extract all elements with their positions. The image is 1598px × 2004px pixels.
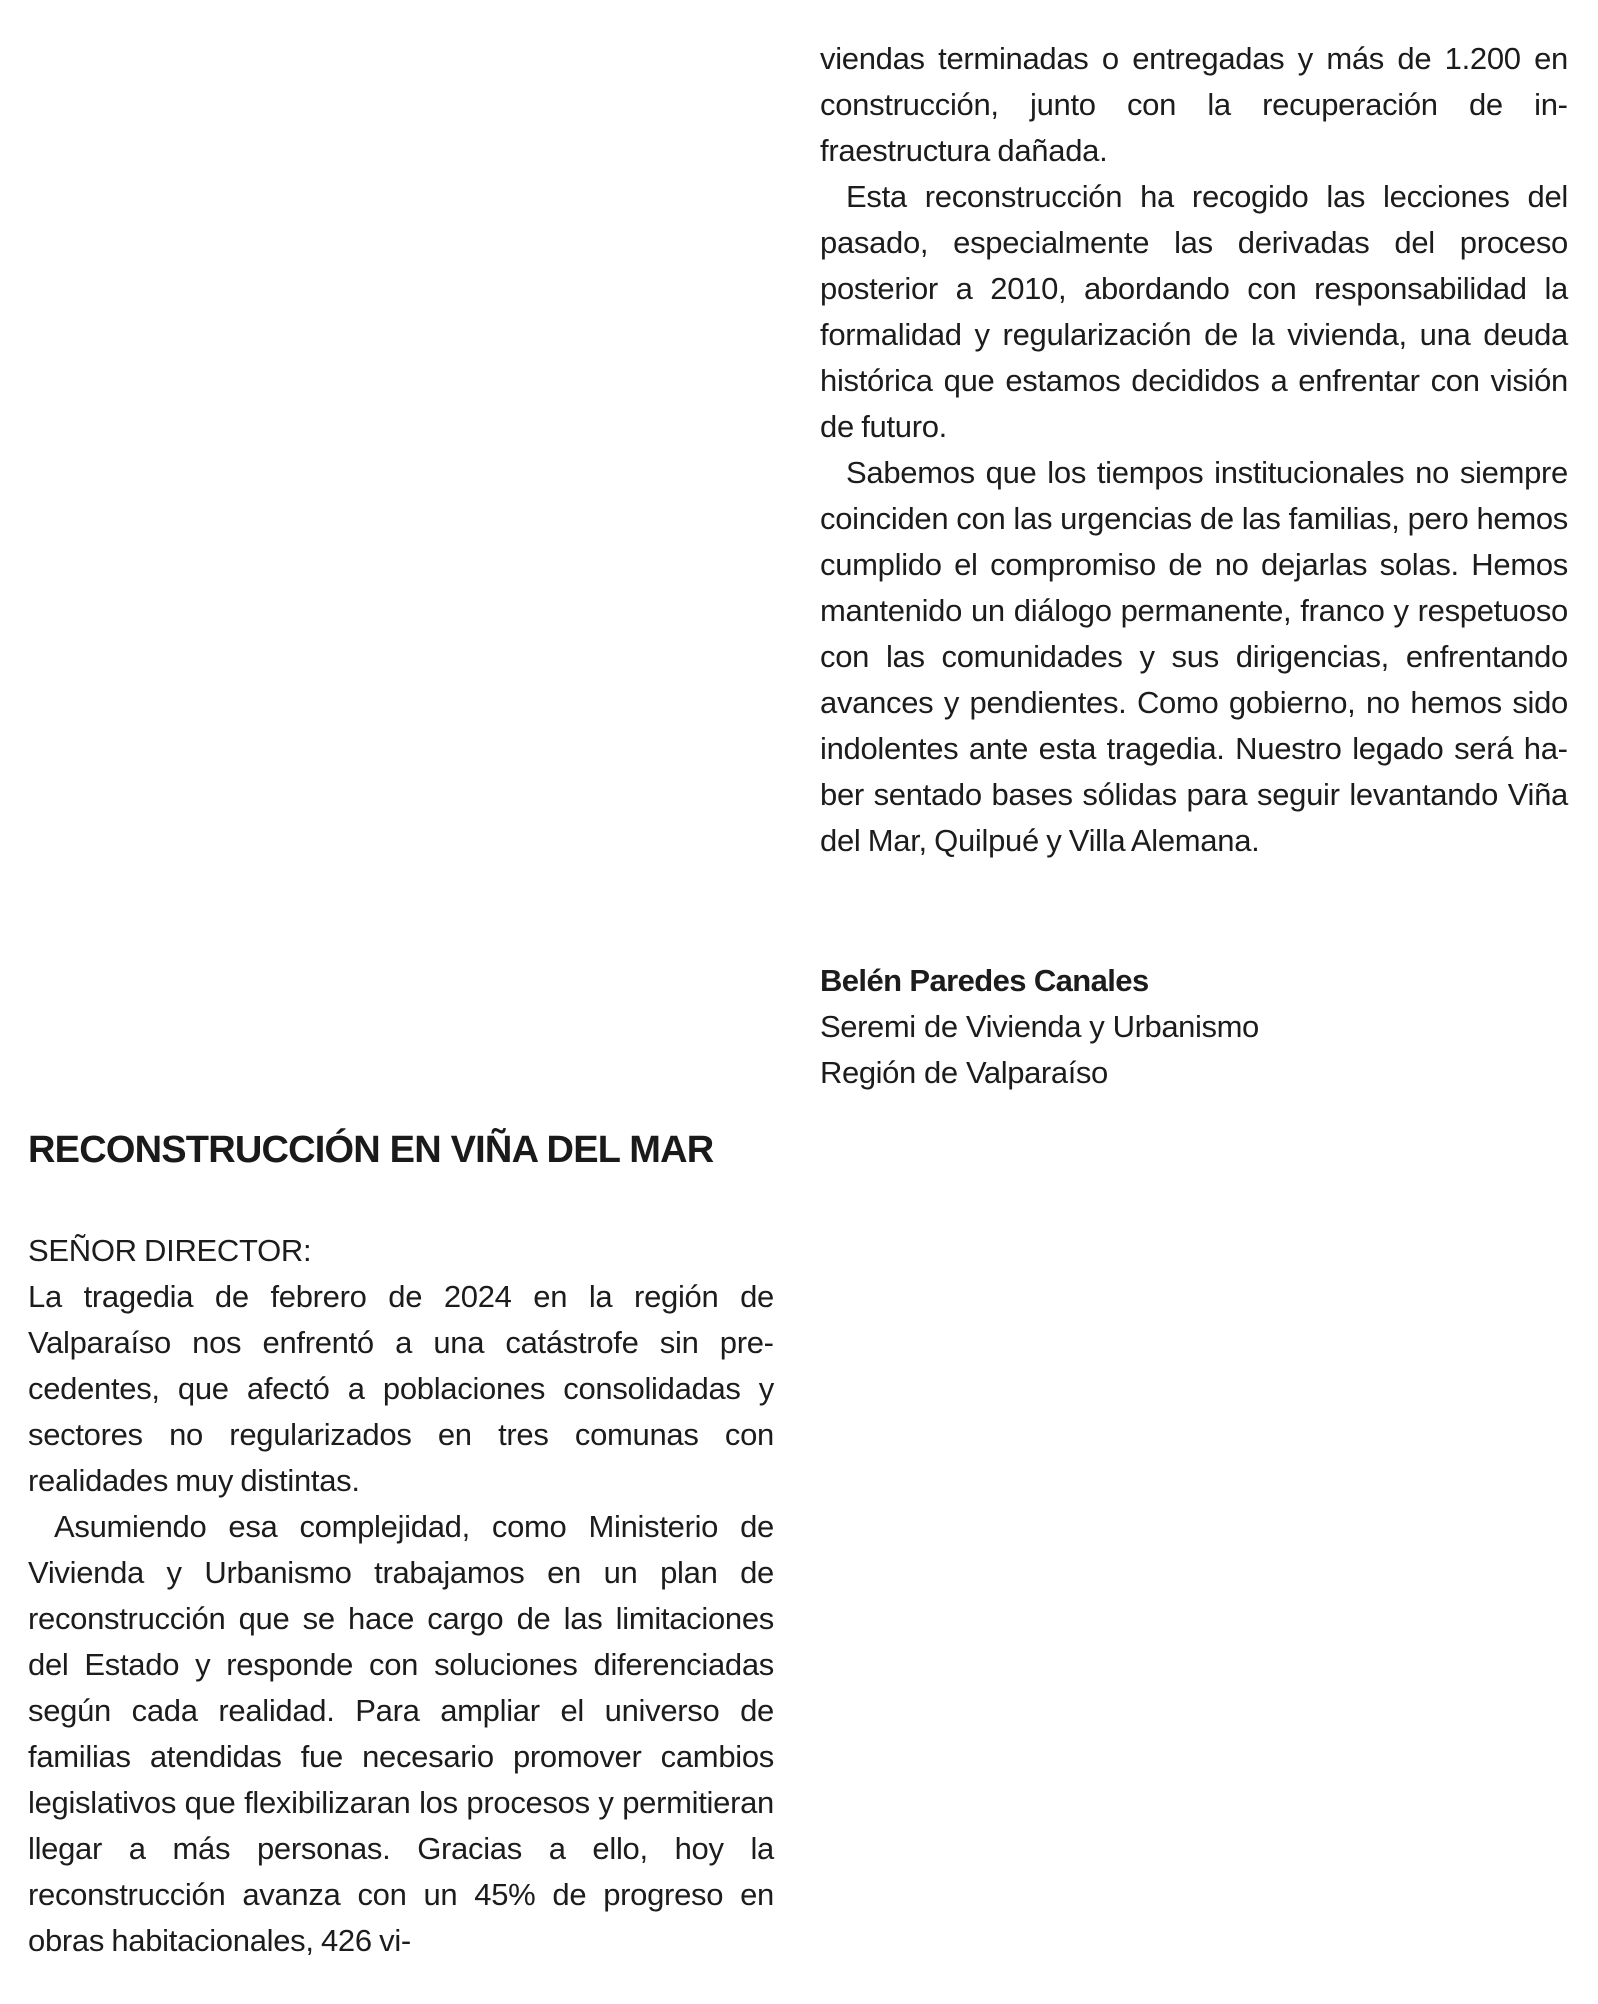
- signature-role: Seremi de Vivienda y Urbanismo: [820, 1009, 1259, 1044]
- letter-left-column: [28, 1228, 774, 1964]
- letter-paragraph-1: La tragedia de febrero de 2024 en la región de Valparaíso nos enfrentó a una catástrofe sin precedentes, que afectó a poblaciones consolidadas y sectores no regularizados en tres comunas con realidades muy distintas.: [28, 1279, 774, 1498]
- letter-signature: [820, 958, 1568, 1096]
- signature-name: Belén Paredes Canales: [820, 963, 1149, 998]
- letter-headline: RECONSTRUCCIÓN EN VIÑA DEL MAR: [28, 1129, 714, 1171]
- letter-paragraph-3: Esta reconstrucción ha recogido las lecciones del pasado, especialmente las derivadas del proceso posterior a 2010, abordando con responsabilidad la formalidad y regularización de la vivienda, una deuda histórica que estamos decididos a enfrentar con visión de futuro.: [820, 179, 1568, 444]
- letter-paragraph-4: Sabemos que los tiempos institucionales no siempre coinciden con las urgencias de las familias, pero hemos cumplido el compromiso de no dejarlas solas. Hemos mantenido un diálogo permanente, franco y respetuoso con las comunidades y sus dirigencias, enfrentando avances y pendientes. Como gobierno, no hemos sido indolentes ante esta tragedia. Nuestro legado será haber sentado bases sólidas para seguir levantando Viña del Mar, Quilpué y Villa Alemana.: [820, 455, 1568, 858]
- letter-right-column: [820, 36, 1568, 864]
- letter-paragraph-2-start: Asumiendo esa complejidad, como Ministerio de Vivienda y Urbanismo trabajamos en un plan de reconstrucción que se hace cargo de las limitaciones del Estado y responde con soluciones diferenciadas según cada realidad. Para ampliar el universo de familias atendidas fue necesario promover cambios legislativos que flexibilizaran los procesos y permitieran llegar a más personas. Gracias a ello, hoy la reconstrucción avanza con un 45% de progreso en obras habitacionales, 426 vi-: [28, 1509, 774, 1958]
- letter-salutation: SEÑOR DIRECTOR:: [28, 1233, 312, 1268]
- signature-region: Región de Valparaíso: [820, 1055, 1108, 1090]
- letter-paragraph-2-end: viendas terminadas o entregadas y más de 1.200 en construcción, junto con la recuperación de infraestructura dañada.: [820, 41, 1568, 168]
